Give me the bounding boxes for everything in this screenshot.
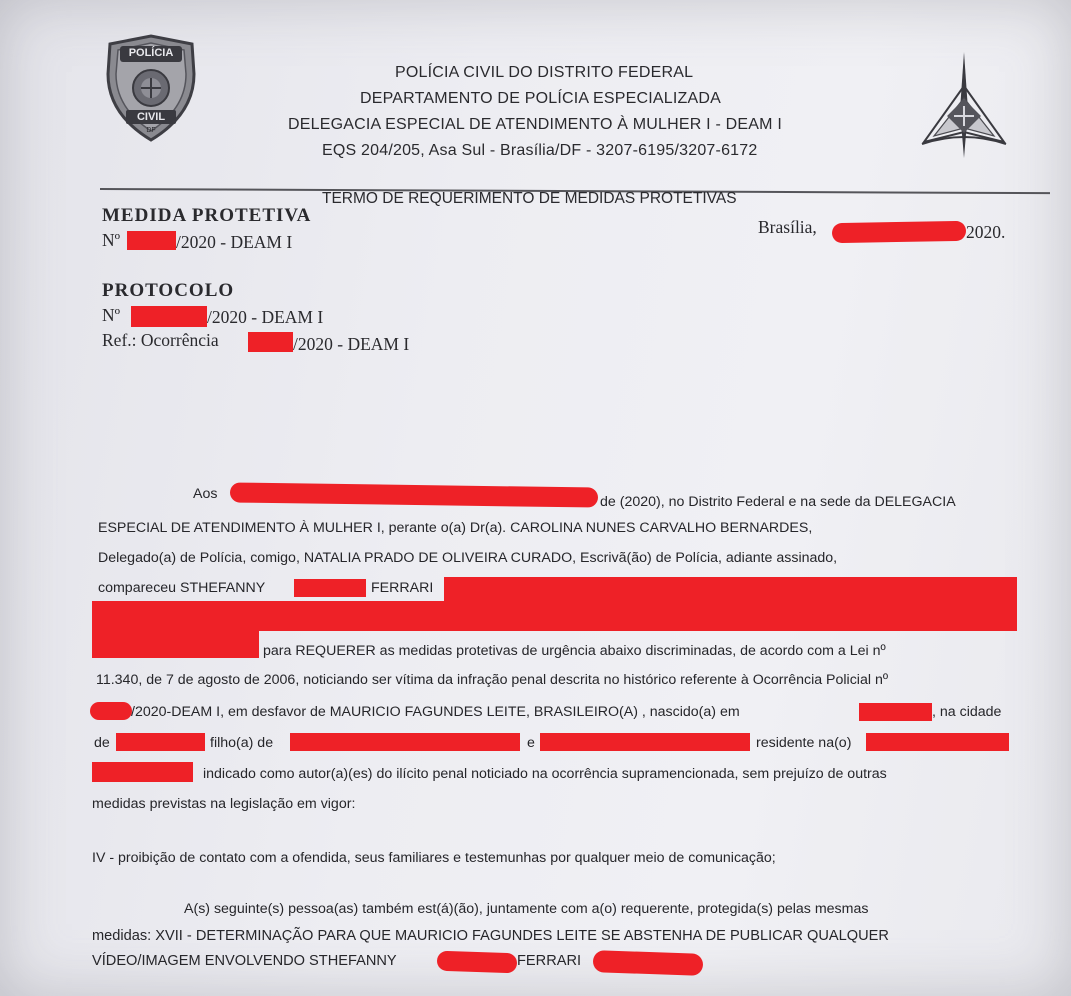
body-line-8a: de	[94, 735, 110, 751]
body-line-8d: residente na(o)	[756, 735, 852, 751]
body-line-8b: filho(a) de	[210, 735, 274, 751]
redaction-surname-3	[593, 950, 704, 976]
header-line-2: DEPARTAMENTO DE POLÍCIA ESPECIALIZADA	[360, 90, 721, 107]
ref-ocorrencia-suffix: /2020 - DEAM I	[293, 334, 410, 354]
body-line-9: indicado como autor(a)(es) do ilícito penal noticiado na ocorrência supramencionada, sem prejuízo de outras	[203, 766, 887, 782]
protocolo-number-prefix: Nº	[102, 305, 121, 325]
header-line-1: POLÍCIA CIVIL DO DISTRITO FEDERAL	[395, 64, 694, 81]
body-line-12: A(s) seguinte(s) pessoa(as) também est(á)(ão), juntamente com a(o) requerente, protegida(s) pelas mesmas	[184, 901, 869, 917]
body-line-14b: FERRARI	[517, 953, 582, 969]
redaction-address-1	[866, 733, 1009, 751]
body-line-4b: FERRARI	[371, 580, 434, 596]
medida-number-prefix: Nº	[102, 230, 121, 250]
redaction-personal-data-1	[444, 577, 1017, 603]
protocolo-number-suffix: /2020 - DEAM I	[207, 307, 324, 327]
badge-text-small: DF	[146, 127, 156, 134]
redaction-parent-2	[540, 733, 750, 751]
protocolo-label: PROTOCOLO	[102, 280, 235, 301]
body-line-13: medidas: XVII - DETERMINAÇÃO PARA QUE MAURICIO FAGUNDES LEITE SE ABSTENHA DE PUBLICAR QUALQUER	[92, 928, 889, 944]
medida-protetiva-label: MEDIDA PROTETIVA	[102, 205, 312, 226]
redaction-occurrence-number	[90, 702, 132, 720]
redaction-parent-1	[290, 733, 520, 751]
redaction-ref-number	[248, 332, 293, 352]
redaction-address-2	[92, 762, 193, 782]
redaction-surname-2	[437, 951, 518, 974]
ref-ocorrencia-prefix: Ref.: Ocorrência	[102, 330, 219, 350]
redaction-personal-data-2	[92, 601, 1017, 631]
header-line-4: EQS 204/205, Asa Sul - Brasília/DF - 3207-6195/3207-6172	[322, 142, 758, 159]
redaction-birth-date	[859, 703, 932, 721]
body-line-7a: /2020-DEAM I, em desfavor de MAURICIO FAGUNDES LEITE, BRASILEIRO(A) , nascido(a) em	[131, 704, 740, 720]
police-badge-icon	[104, 34, 198, 142]
body-line-1a: Aos	[193, 486, 218, 502]
medida-number-suffix: /2020 - DEAM I	[176, 232, 293, 252]
header-line-3: DELEGACIA ESPECIAL DE ATENDIMENTO À MULHER I - DEAM I	[288, 116, 782, 133]
body-line-1b: de (2020), no Distrito Federal e na sede da DELEGACIA	[600, 494, 956, 510]
body-line-2: ESPECIAL DE ATENDIMENTO À MULHER I, perante o(a) Dr(a). CAROLINA NUNES CARVALHO BERNARDES,	[98, 520, 813, 536]
body-line-14a: VÍDEO/IMAGEM ENVOLVENDO STHEFANNY	[92, 953, 397, 969]
redaction-date	[832, 221, 966, 243]
badge-text-bottom: CIVIL	[136, 111, 166, 123]
badge-text-top: POLÍCIA	[128, 47, 174, 59]
redaction-medida-number	[127, 231, 176, 250]
redaction-protocolo-number	[131, 306, 207, 327]
body-line-3: Delegado(a) de Polícia, comigo, NATALIA PRADO DE OLIVEIRA CURADO, Escrivã(ão) de Polícia, adiante assinado,	[98, 550, 838, 566]
redaction-personal-data-3	[92, 630, 259, 658]
body-line-7b: , na cidade	[932, 704, 1002, 720]
city-date-suffix: 2020.	[966, 222, 1006, 242]
brasilia-emblem-icon	[918, 50, 1010, 162]
document-title: TERMO DE REQUERIMENTO DE MEDIDAS PROTETIVAS	[322, 190, 737, 207]
body-line-10: medidas previstas na legislação em vigor:	[92, 796, 356, 812]
body-line-11: IV - proibição de contato com a ofendida, seus familiares e testemunhas por qualquer meio de comunicação;	[92, 850, 776, 866]
city-date-prefix: Brasília,	[758, 217, 817, 237]
body-line-5: para REQUERER as medidas protetivas de urgência abaixo discriminadas, de acordo com a Lei nº	[263, 643, 886, 659]
body-line-8c: e	[527, 735, 535, 751]
redaction-surname-1	[294, 579, 366, 597]
redaction-date-full	[230, 482, 598, 507]
body-line-4a: compareceu STHEFANNY	[98, 580, 266, 596]
redaction-city	[116, 733, 205, 751]
body-line-6: 11.340, de 7 de agosto de 2006, noticiando ser vítima da infração penal descrita no histórico referente à Ocorrência Policial nº	[96, 672, 889, 688]
